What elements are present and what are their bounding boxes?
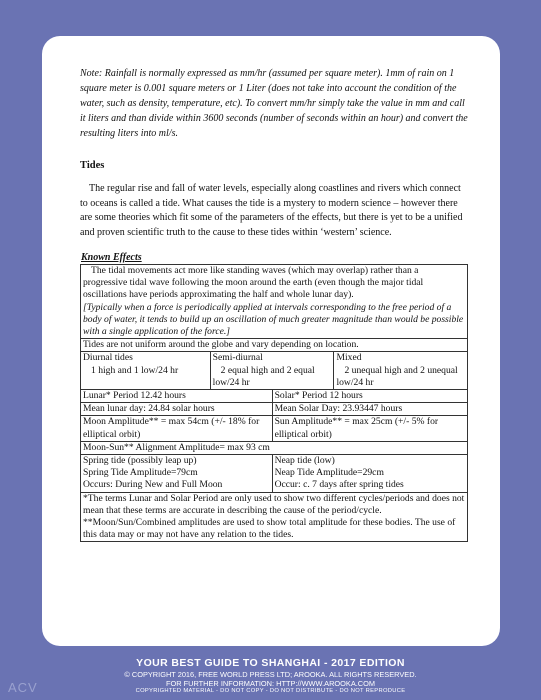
table-cell: Lunar* Period 12.42 hours (81, 390, 273, 403)
table-cell (81, 492, 468, 542)
neap-line: Neap tide (low) (274, 455, 335, 467)
known-effects-title: Known Effects (81, 252, 142, 263)
section-heading: Tides (80, 160, 105, 171)
intro-italic-text: [Typically when a force is periodically applied at intervals corresponding to the free period of a body of water, it tends to build up an oscillation of much greater magnitude than would be possible with a single application of the force.] (83, 301, 464, 338)
table-cell: Moon Amplitude** = max 54cm (+/- 18% for elliptical orbit) (81, 416, 273, 441)
spring-line: Occurs: During New and Full Moon (83, 479, 223, 491)
table-cell: Mean Solar Day: 23.93447 hours (272, 403, 467, 416)
tide-type-desc: 1 high and 1 low/24 hr (91, 364, 179, 376)
intro-text: The tidal movements act more like standing waves (which may overlap) rather than a progressive tidal wave following the moon around the earth (even though the major tidal oscillations have periods approximating the half and whole lunar day). (83, 265, 424, 301)
tides-paragraph: The regular rise and fall of water levels, especially along coastlines and rivers which connect to oceans is called a tide. What causes the tide is a mystery to modern science – however there are some theories which fit some of the parameters of the effects, but there is yet to be a unified and proven scientific truth to the cause to these tides within ‘western’ science. (80, 183, 463, 238)
table-row (81, 390, 468, 403)
watermark: ACV (8, 680, 38, 695)
page-content (80, 66, 468, 542)
tide-type-desc: 2 unequal high and 2 unequal low/24 hr (336, 364, 458, 388)
tide-type-name: Semi-diurnal (212, 352, 263, 364)
tide-type-name: Diurnal tides (83, 352, 133, 364)
table-cell (81, 352, 211, 390)
table-row (81, 403, 468, 416)
table-cell: Mean lunar day: 24.84 solar hours (81, 403, 273, 416)
footer-info: FOR FURTHER INFORMATION: HTTP://WWW.AROOKA.COM (165, 679, 376, 688)
tides-table (80, 264, 468, 542)
table-cell (334, 352, 468, 390)
tide-type-name: Mixed (336, 352, 362, 364)
footnote: *The terms Lunar and Solar Period are only used to show two different cycles/periods and does not mean that these terms are accurate in describing the cause of the period/cycle. (83, 492, 465, 516)
neap-line: Neap Tide Amplitude=29cm (274, 467, 384, 479)
table-cell (272, 455, 467, 493)
table-cell: Moon-Sun** Alignment Amplitude= max 93 cm (81, 441, 468, 454)
table-row (81, 265, 468, 339)
table-cell: Sun Amplitude** = max 25cm (+/- 5% for elliptical orbit) (272, 416, 467, 441)
spring-line: Spring Tide Amplitude=79cm (83, 467, 198, 479)
table-row (81, 352, 468, 390)
table-row (81, 339, 468, 352)
table-cell (210, 352, 334, 390)
table-row (81, 416, 468, 441)
footnote: **Moon/Sun/Combined amplitudes are used to show total amplitude for these bodies. The use of this data may or may not have any relation to the tides. (83, 517, 456, 541)
table-cell: Solar* Period 12 hours (272, 390, 467, 403)
table-cell (81, 455, 273, 493)
table-row (81, 492, 468, 542)
rainfall-note: Note: Rainfall is normally expressed as mm/hr (assumed per square meter). 1mm of rain on 1 square meter is 0.001 square meters or 1 Liter (does not take into account the condition of the water, such as density, temperature, etc). To convert mm/hr simply take the value in mm and call it liters and than divide within 3600 seconds (number of seconds within an hour) and convert the resulting liters into ml/s. (80, 68, 468, 139)
tide-type-desc: 2 equal high and 2 equal low/24 hr (212, 364, 315, 388)
table-row (81, 455, 468, 493)
spring-line: Spring tide (possibly leap up) (83, 455, 197, 467)
table-cell (81, 265, 468, 339)
page-card (42, 36, 500, 646)
neap-line: Occur: c. 7 days after spring tides (274, 479, 404, 491)
table-row (81, 441, 468, 454)
table-cell: Tides are not uniform around the globe and vary depending on location. (81, 339, 468, 352)
footer-copyright: © COPYRIGHT 2016, FREE WORLD PRESS LTD; AROOKA. ALL RIGHTS RESERVED. (124, 670, 417, 679)
footer-title: YOUR BEST GUIDE TO SHANGHAI - 2017 EDITION (136, 657, 405, 669)
footer-notice: COPYRIGHTED MATERIAL - DO NOT COPY - DO NOT DISTRIBUTE - DO NOT REPRODUCE (135, 688, 406, 694)
